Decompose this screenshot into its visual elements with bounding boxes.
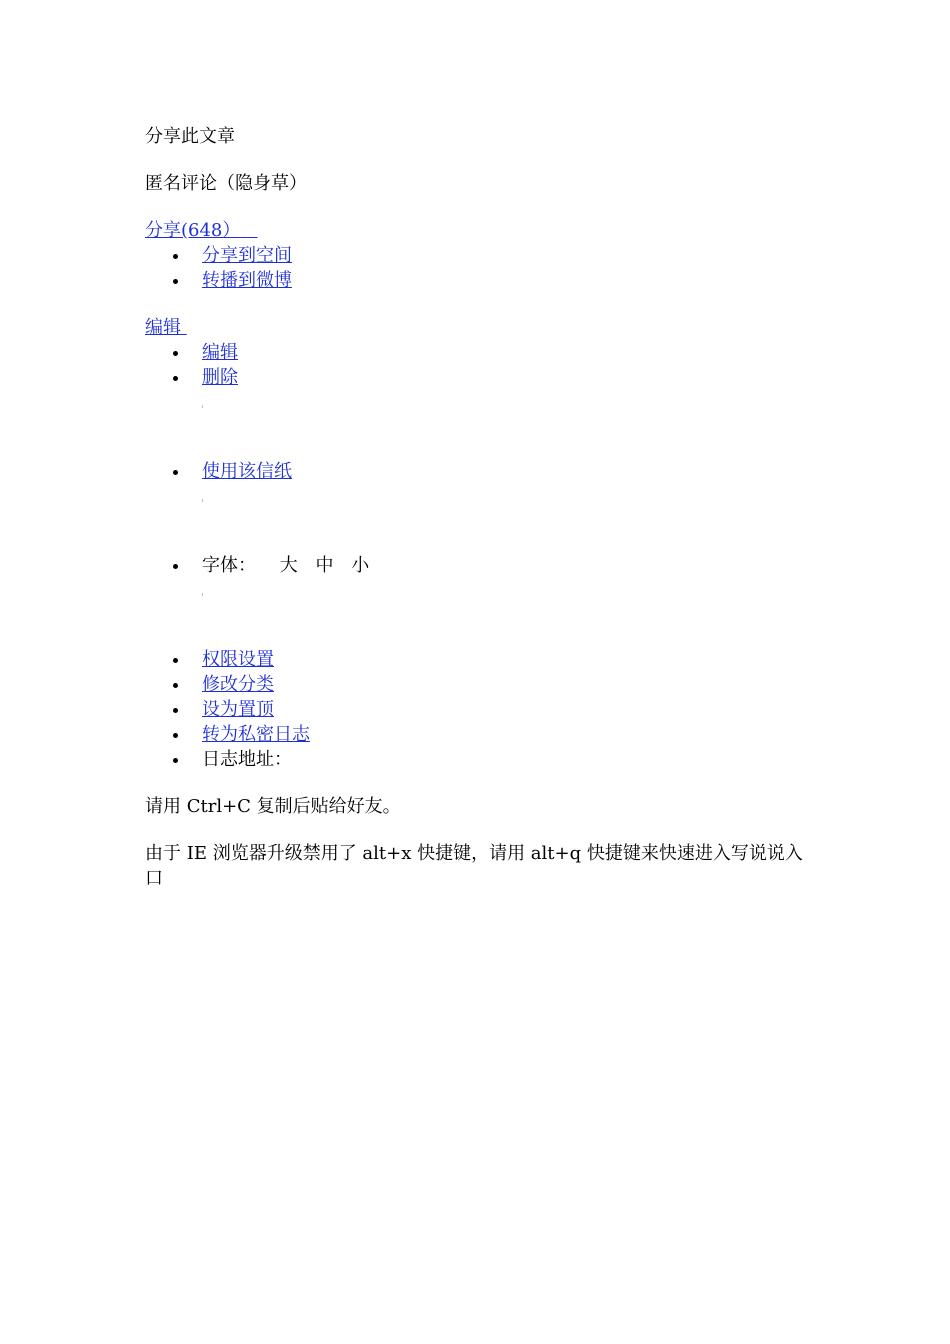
share-to-qzone-link[interactable]: 分享到空间 [202, 245, 292, 266]
share-to-weibo-link[interactable]: 转播到微博 [202, 270, 292, 291]
settings-item [145, 747, 825, 772]
use-stationery-link[interactable]: 使用该信纸 [202, 461, 292, 482]
settings-item [145, 672, 825, 697]
permission-settings-link[interactable]: 权限设置 [202, 649, 274, 670]
delete-link[interactable]: 删除 [202, 367, 238, 388]
share-menu-list [145, 243, 825, 293]
font-size-item [145, 553, 825, 578]
share-menu-item [145, 243, 825, 268]
share-article-text: 分享此文章 [145, 126, 235, 147]
spacer [145, 578, 825, 647]
edit-menu-item [145, 340, 825, 365]
page-content [145, 124, 825, 891]
bullet-icon [173, 708, 178, 713]
bullet-icon [173, 351, 178, 356]
bullet-icon [173, 564, 178, 569]
spacer [145, 484, 825, 553]
bullet-icon [173, 658, 178, 663]
font-size-small[interactable]: 小 [351, 555, 370, 576]
spacer [145, 390, 825, 459]
font-size-large[interactable]: 大 [279, 555, 298, 576]
stationery-item [145, 459, 825, 484]
pin-to-top-link[interactable]: 设为置顶 [202, 699, 274, 720]
settings-item [145, 647, 825, 672]
font-size-medium[interactable]: 中 [315, 555, 334, 576]
shortcut-notice-text: 由于 IE 浏览器升级禁用了 alt+x 快捷键，请用 alt+q 快捷键来快速进入写说说入口 [145, 843, 803, 889]
blog-address-label: 日志地址： [202, 749, 292, 770]
bullet-icon [173, 279, 178, 284]
bullet-icon [173, 758, 178, 763]
bullet-icon [173, 470, 178, 475]
bullet-icon [173, 376, 178, 381]
edit-menu [145, 315, 825, 340]
copy-hint-text: 请用 Ctrl+C 复制后贴给好友。 [145, 796, 401, 817]
share-menu-item [145, 268, 825, 293]
edit-link[interactable]: 编辑 [202, 342, 238, 363]
anonymous-comment-text: 匿名评论（隐身草） [145, 173, 307, 194]
stationery-list [145, 459, 825, 484]
settings-item [145, 722, 825, 747]
change-category-link[interactable]: 修改分类 [202, 674, 274, 695]
font-size-list [145, 553, 825, 578]
edit-menu-link[interactable]: 编辑 [145, 317, 181, 338]
tiny-mark-icon [202, 499, 203, 502]
bullet-icon [173, 733, 178, 738]
tiny-mark-icon [202, 405, 203, 408]
make-private-link[interactable]: 转为私密日志 [202, 724, 310, 745]
edit-menu-item [145, 365, 825, 390]
settings-list [145, 647, 825, 772]
settings-item [145, 697, 825, 722]
share-menu [145, 218, 825, 243]
bullet-icon [173, 683, 178, 688]
edit-menu-list [145, 340, 825, 390]
tiny-mark-icon [202, 593, 203, 596]
bullet-icon [173, 254, 178, 259]
font-label: 字体： [202, 555, 256, 576]
share-count-link[interactable]: 分享(648） [145, 220, 241, 241]
